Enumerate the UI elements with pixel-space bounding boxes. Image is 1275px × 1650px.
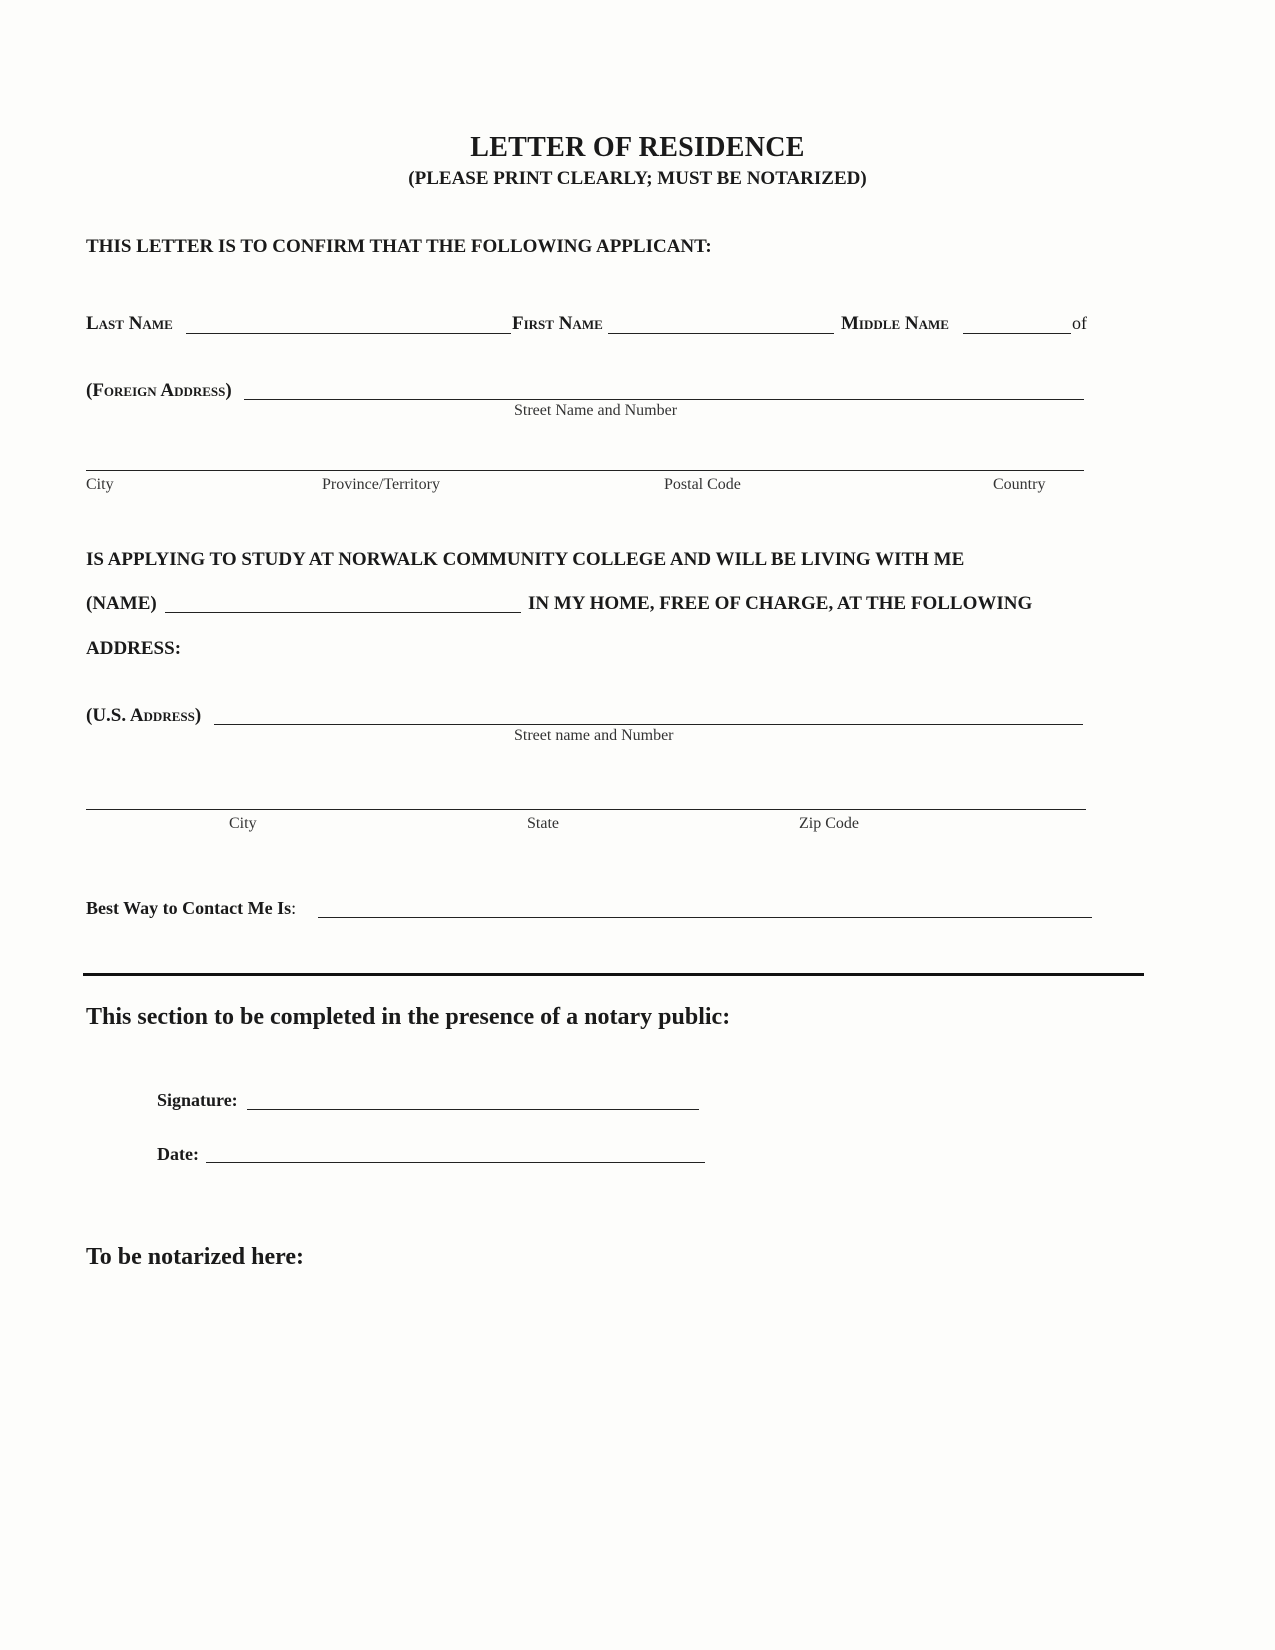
us-state-caption: State: [527, 815, 559, 832]
page-subtitle: (PLEASE PRINT CLEARLY; MUST BE NOTARIZED): [408, 168, 867, 189]
middle-name-input[interactable]: [966, 310, 1068, 334]
last-name-input[interactable]: [190, 310, 508, 334]
host-name-input[interactable]: [169, 589, 517, 613]
first-name-input[interactable]: [612, 310, 832, 334]
us-street-input[interactable]: [218, 701, 1079, 725]
first-name-label: First Name: [512, 313, 603, 334]
contact-label: Best Way to Contact Me Is:: [86, 898, 297, 918]
of-text: of: [1072, 313, 1087, 333]
statement-line-2: IN MY HOME, FREE OF CHARGE, AT THE FOLLOWING: [528, 593, 1033, 614]
page-title: LETTER OF RESIDENCE: [470, 132, 805, 163]
contact-input[interactable]: [322, 894, 1088, 918]
host-name-label: (NAME): [86, 593, 157, 614]
notary-heading: This section to be completed in the presence of a notary public:: [86, 1004, 731, 1030]
last-name-label: Last Name: [86, 313, 173, 334]
foreign-city-input[interactable]: [90, 447, 1080, 471]
us-city-caption: City: [229, 815, 257, 832]
us-zip-caption: Zip Code: [799, 815, 859, 832]
us-address-label: (U.S. Address): [86, 705, 202, 726]
intro-heading: THIS LETTER IS TO CONFIRM THAT THE FOLLOWING APPLICANT:: [86, 236, 712, 257]
notarize-here-label: To be notarized here:: [86, 1244, 304, 1270]
foreign-address-label: (Foreign Address): [86, 380, 232, 401]
date-label: Date:: [157, 1144, 199, 1164]
statement-line-3: ADDRESS:: [86, 638, 182, 659]
signature-input[interactable]: [251, 1086, 695, 1110]
section-divider: [83, 973, 1144, 976]
statement-line-1: IS APPLYING TO STUDY AT NORWALK COMMUNITY COLLEGE AND WILL BE LIVING WITH ME: [86, 549, 965, 570]
foreign-country-caption: Country: [993, 476, 1046, 493]
foreign-street-caption: Street Name and Number: [514, 402, 678, 419]
foreign-city-caption: City: [86, 476, 114, 493]
date-input[interactable]: [210, 1139, 701, 1163]
foreign-province-caption: Province/Territory: [322, 476, 440, 493]
us-street-caption: Street name and Number: [514, 727, 674, 744]
middle-name-label: Middle Name: [841, 313, 949, 334]
us-city-input[interactable]: [90, 786, 1082, 810]
signature-label: Signature:: [157, 1090, 238, 1110]
foreign-street-input[interactable]: [248, 376, 1080, 400]
foreign-postal-caption: Postal Code: [664, 476, 741, 493]
